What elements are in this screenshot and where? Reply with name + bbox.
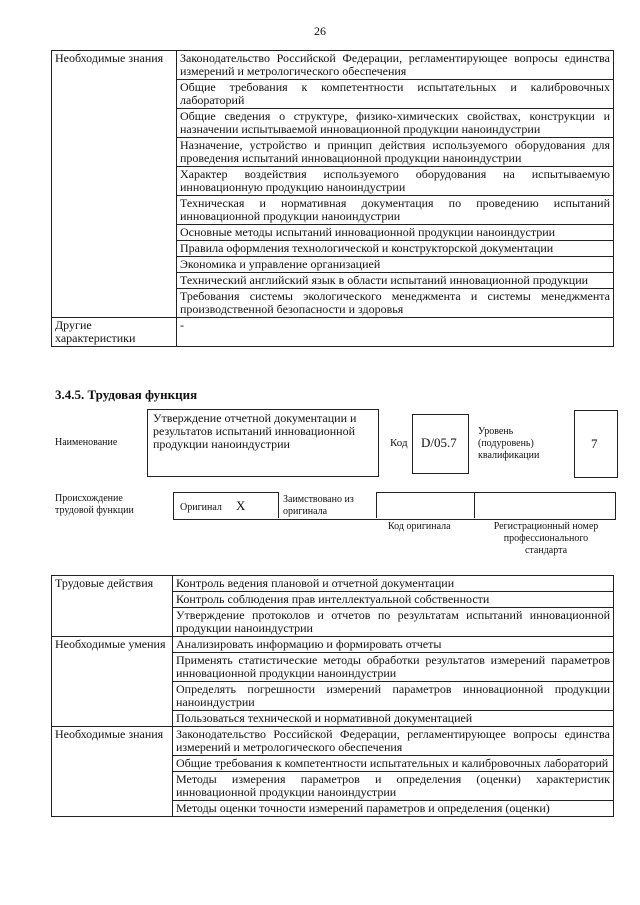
function-name-value: Утверждение отчетной документации и результатов испытаний инновационной продукции наноиндустрии — [153, 411, 357, 451]
table-row — [52, 576, 614, 592]
reg-number-caption: Регистрационный номер профессионального стандарта — [493, 521, 599, 556]
origin-label: Происхождение трудовой функции — [55, 493, 134, 516]
table-cell: - — [177, 318, 614, 347]
requirements-table-continued — [51, 50, 614, 347]
row-label: Трудовые действия — [52, 576, 173, 637]
table-cell: Правила оформления технологической и конструкторской документации — [177, 241, 614, 257]
name-label: Наименование — [55, 437, 118, 448]
table-cell: Экономика и управление организацией — [177, 257, 614, 273]
table-cell: Пользоваться технической и нормативной документацией — [173, 711, 614, 727]
table-cell: Требования системы экологического менеджмента и системы менеджмента производственной безопасности и здоровья — [177, 289, 614, 318]
level-value: 7 — [591, 436, 598, 451]
table-cell: Техническая и нормативная документация по проведению испытаний инновационной продукции наноиндустрии — [177, 196, 614, 225]
borrowed-label: Заимствовано из оригинала — [283, 494, 354, 517]
code-value: D/05.7 — [421, 435, 457, 450]
function-details-table — [51, 575, 614, 817]
row-label: Необходимые знания — [52, 51, 177, 318]
table-cell: Методы измерения параметров и определения (оценки) характеристик инновационной продукции наноиндустрии — [173, 772, 614, 801]
table-cell: Общие требования к компетентности испытательных и калибровочных лабораторий — [173, 756, 614, 772]
table-cell: Законодательство Российской Федерации, регламентирующее вопросы единства измерений и метрологического обеспечения — [173, 727, 614, 756]
table-cell: Методы оценки точности измерений параметров и определения (оценки) — [173, 801, 614, 817]
table-cell: Утверждение протоколов и отчетов по результатам испытаний инновационной продукции наноиндустрии — [173, 608, 614, 637]
table-cell: Характер воздействия используемого оборудования на испытываемую инновационную продукцию наноиндустрии — [177, 167, 614, 196]
table-cell: Анализировать информацию и формировать отчеты — [173, 637, 614, 653]
row-label: Другие характеристики — [52, 318, 177, 347]
section-title: 3.4.5. Трудовая функция — [55, 387, 198, 402]
table-cell: Определять погрешности измерений параметров инновационной продукции наноиндустрии — [173, 682, 614, 711]
table-row — [52, 318, 614, 347]
table-cell: Контроль соблюдения прав интеллектуальной собственности — [173, 592, 614, 608]
table-cell: Основные методы испытаний инновационной продукции наноиндустрии — [177, 225, 614, 241]
table-row — [52, 51, 614, 80]
table-cell: Законодательство Российской Федерации, регламентирующее вопросы единства измерений и метрологического обеспечения — [177, 51, 614, 80]
row-label: Необходимые знания — [52, 727, 173, 817]
code-label: Код — [390, 437, 408, 449]
table-row — [52, 727, 614, 756]
table-cell: Применять статистические методы обработки результатов измерений параметров инновационной продукции наноиндустрии — [173, 653, 614, 682]
page-number: 26 — [314, 24, 326, 38]
table-cell: Контроль ведения плановой и отчетной документации — [173, 576, 614, 592]
origin-divider-2 — [474, 492, 475, 518]
original-mark: X — [236, 498, 246, 513]
table-cell: Общие сведения о структуре, физико-химических свойствах, конструкции и назначении испытываемой инновационной продукции наноиндустрии — [177, 109, 614, 138]
table-cell: Технический английский язык в области испытаний инновационной продукции — [177, 273, 614, 289]
level-label: Уровень (подуровень) квалификации — [478, 426, 540, 461]
table-row — [52, 637, 614, 653]
orig-code-caption: Код оригинала — [388, 521, 451, 532]
table-cell: Общие требования к компетентности испытательных и калибровочных лабораторий — [177, 80, 614, 109]
table-cell: Назначение, устройство и принцип действия используемого оборудования для проведения испытаний инновационной продукции наноиндустрии — [177, 138, 614, 167]
original-label: Оригинал — [180, 502, 222, 513]
row-label: Необходимые умения — [52, 637, 173, 727]
